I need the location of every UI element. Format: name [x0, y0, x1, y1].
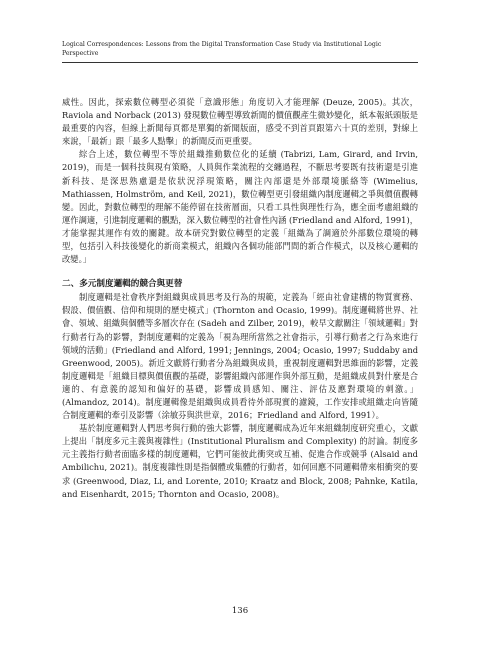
paragraph-4: 基於制度邏輯對人們思考與行動的強大影響，制度邏輯成為近年來組織制度研究重心，文獻上提出「制度多元主義與複雜性」(Institutional Pluralism and Complexity) 的討論。制度多元主義指行動者面臨多樣的制度邏輯，它們可能彼此衝突或互補、促進合作或競爭 (Alsaid and Ambilichu, 2021)。制度複雜性則是指個體或集體的行動者，如何回應不同邏輯帶來相衝突的要求 (Greenwood, Diaz, Li, and Lorente, 2010; Kraatz and Block, 2008; Pahnke, Katila, and Eisenhardt, 2015; Thornton and Ocasio, 2008)。	[62, 423, 418, 499]
section-heading: 二、多元制度邏輯的競合與更替	[62, 279, 183, 290]
paragraph-1: 威性。因此，探索數位轉型必須從「意識形態」角度切入才能理解 (Deuze, 2005)。其次，Raviola and Norback (2013) 發現數位轉型導致新聞的價值觀產生微妙變化，紙本報紙頭版是最重要的內容，但線上新聞每頁都是單獨的新聞版面，感受不到首頁跟第六十頁的差別，對線上來說，「最新」跟「最多人點擊」的新聞反而更重要。	[62, 97, 418, 147]
running-title: Logical Correspondences: Lessons from the Digital Transformation Case Study via Institutional Logic Perspective	[62, 41, 382, 57]
body-text	[62, 96, 418, 501]
page-number: 136	[231, 606, 249, 616]
header-rule	[62, 62, 418, 63]
paragraph-3: 制度邏輯是社會秩序對組織與成員思考及行為的規範，定義為「經由社會建構的物質實務、假設、價值觀、信仰和規則的歷史模式」(Thornton and Ocasio, 1999)。制度邏輯將世界、社會、領域、組織與個體等多層次存在 (Sadeh and Zilber, 2019)，較早文獻關注「領域邏輯」對行動者行為的影響，對制度邏輯的定義為「視為理所當然之社會指示，引導行動者之行為來進行領域的活動」(Friedland and Alford, 1991; Jennings, 2004; Ocasio, 1997; Suddaby and Greenwood, 2005)。新近文獻將行動者分為組織與成員，重視制度邏輯對思維面的影響，定義制度邏輯是「組織目標與價值觀的基礎，影響組織內部運作與外部互動，是組織成員對什麼是合適的、有意義的認知和偏好的基礎，影響成員感知、關注、評估及應對環境的刺激。」(Almandoz, 2014)。制度邏輯像是組織與成員看待外部現實的濾鏡，工作安排或組織走向皆隨合制度邏輯的牽引及影響（涂敏芬與洪世章，2016；Friedland and Alford, 1991）。	[62, 292, 418, 421]
paragraph-2: 綜合上述，數位轉型不等於組織推動數位化的延續 (Tabrizi, Lam, Girard, and Irvin, 2019)，而是一個科技與現有策略，人員與作業流程的交纏過程，不斷思考要既有技術還是引進新科技、是深思熟慮還是依狀況浮現策略，關注內部還是外部環境脈絡等 (Wimelius, Mathiassen, Holmström, and Keil, 2021)，數位轉型更引發組織內制度邏輯之爭與價值觀轉變。因此，對數位轉型的理解不能停留在技術層面，只看工具性與理性行為，應全面考慮組織的運作調適，引進制度邏輯的觀點，深入數位轉型的社會性內涵 (Friedland and Alford, 1991)，才能掌握其運作有效的關鍵。故本研究對數位轉型的定義「組織為了調適於外部數位環境的轉型，包括引入科技後變化的新商業模式，組織內各個功能部門間的新合作模式，以及核心邏輯的改變。」	[62, 149, 418, 265]
